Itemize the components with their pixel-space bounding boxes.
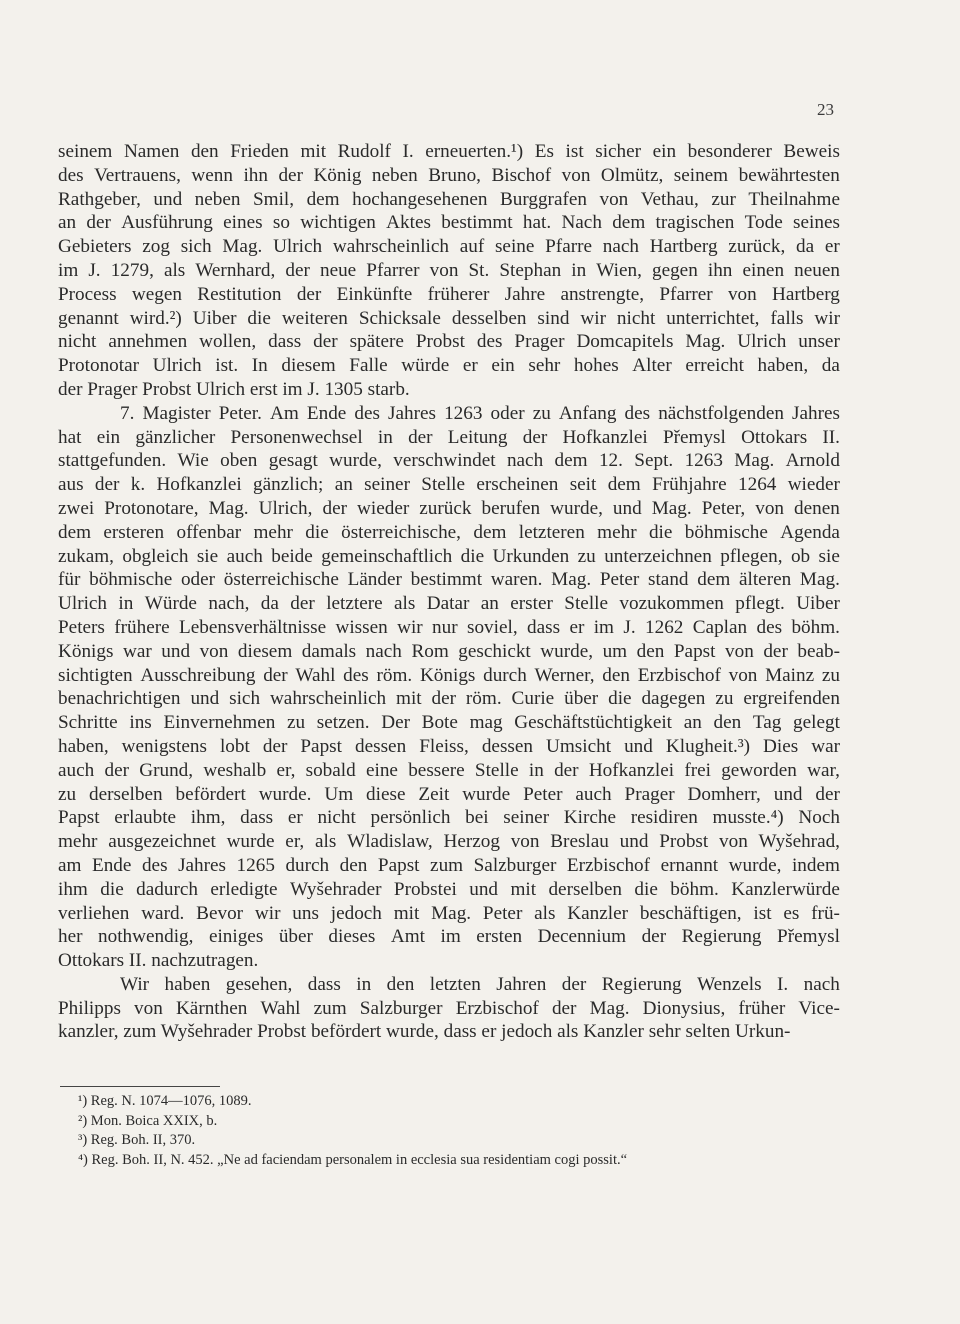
text-line: dem ersteren offenbar mehr die österreichische, dem letzteren mehr die böhmische Agenda: [58, 521, 840, 543]
footnotes: [78, 1092, 778, 1170]
text-line: sichtigten Ausschreibung der Wahl des röm. Königs durch Werner, den Erzbischof von Mainz zu: [58, 664, 840, 686]
text-line: an der Ausführung eines so wichtigen Aktes bestimmt hat. Nach dem tragischen Tode seines: [58, 212, 840, 234]
text-line: Königs war und von diesem damals nach Rom geschickt wurde, um den Papst von der beab-: [58, 640, 840, 662]
text-line: zukam, obgleich sie auch beide gemeinschaftlich die Urkunden zu unterzeichnen pflegen, ob sie: [58, 545, 840, 567]
footnote: ³) Reg. Boh. II, 370.: [78, 1132, 196, 1148]
text-line: mehr ausgezeichnet wurde er, als Wladislaw, Herzog von Breslau und Probst von Wyšehrad,: [58, 831, 840, 853]
text-line: seinem Namen den Frieden mit Rudolf I. erneuerten.¹) Es ist sicher ein besonderer Beweis: [58, 141, 840, 162]
text-line: 7. Magister Peter. Am Ende des Jahres 1263 oder zu Anfang des nächstfolgenden Jahres: [120, 402, 840, 424]
text-line: hat ein gänzlicher Personenwechsel in der Leitung der Hofkanzlei Přemysl Ottokars II.: [58, 426, 840, 448]
page-number: 23: [817, 100, 834, 119]
text-line: am Ende des Jahres 1265 durch den Papst zum Salzburger Erzbischof ernannt wurde, indem: [58, 854, 840, 876]
footnote: ¹) Reg. N. 1074—1076, 1089.: [78, 1093, 252, 1109]
body-text: [58, 140, 840, 1044]
text-line: Ottokars II. nachzutragen.: [58, 950, 259, 972]
text-line: Peters frühere Lebensverhältnisse wissen wir nur soviel, dass er im J. 1262 Caplan des böhm.: [58, 616, 840, 638]
text-line: Gebieters zog sich Mag. Ulrich wahrscheinlich auf seine Pfarre nach Hartberg zurück, da er: [58, 236, 840, 258]
text-line: genannt wird.²) Uiber die weiteren Schicksale desselben sind wir nicht unterrichtet, falls wir: [58, 307, 840, 329]
footnote: ²) Mon. Boica XXIX, b.: [78, 1112, 218, 1129]
text-line: stattgefunden. Wie oben gesagt wurde, verschwindet nach dem 12. Sept. 1263 Mag. Arnold: [58, 450, 840, 472]
text-line: Wir haben gesehen, dass in den letzten Jahren der Regierung Wenzels I. nach: [120, 973, 840, 995]
text-line: Ulrich in Würde nach, da der letztere als Datar an erster Stelle vozukommen pflegt. Uiber: [58, 593, 840, 615]
text-line: haben, wenigstens lobt der Papst dessen Fleiss, dessen Umsicht und Klugheit.³) Dies war: [58, 735, 840, 757]
text-line: benachrichtigen und sich wahrscheinlich mit der röm. Curie über die dagegen zu ergreifenden: [58, 688, 840, 710]
footnote-divider: [60, 1086, 220, 1087]
text-line: im J. 1279, als Wernhard, der neue Pfarrer von St. Stephan in Wien, gegen ihn einen neuen: [58, 259, 840, 281]
text-line: Protonotar Ulrich ist. In diesem Falle würde er ein sehr hohes Alter erreicht haben, da: [58, 355, 840, 377]
text-line: her nothwendig, einiges über dieses Amt im ersten Decennium der Regierung Přemysl: [58, 926, 840, 948]
text-line: kanzler, zum Wyšehrader Probst befördert wurde, dass er jedoch als Kanzler sehr selten Urkun-: [58, 1021, 791, 1043]
text-line: verliehen ward. Bevor wir uns jedoch mit Mag. Peter als Kanzler beschäftigen, ist es frü-: [58, 902, 840, 924]
text-line: ihm die dadurch erledigte Wyšehrader Probstei und mit derselben die böhm. Kanzlerwürde: [58, 878, 840, 900]
text-line: nicht annehmen wollen, dass der spätere Probst des Prager Domcapitels Mag. Ulrich unser: [58, 331, 840, 353]
footnote: ⁴) Reg. Boh. II, N. 452. „Ne ad faciendam personalem in ecclesia sua residentiam cogi possit.“: [78, 1151, 628, 1168]
text-line: zwei Protonotare, Mag. Ulrich, der wieder zurück berufen wurde, und Mag. Peter, von denen: [58, 497, 840, 519]
text-line: zu derselben befördert wurde. Um diese Zeit wurde Peter auch Prager Domherr, und der: [58, 783, 840, 805]
text-line: für böhmische oder österreichische Länder bestimmt waren. Mag. Peter stand dem älteren Mag.: [58, 569, 840, 591]
text-line: des Vertrauens, wenn ihn der König neben Bruno, Bischof von Olmütz, seinem bewährtesten: [58, 164, 840, 186]
text-line: Philipps von Kärnthen Wahl zum Salzburger Erzbischof der Mag. Dionysius, früher Vice-: [58, 997, 840, 1019]
text-line: aus der k. Hofkanzlei gänzlich; an seiner Stelle erscheinen seit dem Frühjahre 1264 wieder: [58, 474, 840, 496]
text-line: auch der Grund, weshalb er, sobald eine bessere Stelle in der Hofkanzlei frei geworden war,: [58, 759, 840, 781]
text-line: der Prager Probst Ulrich erst im J. 1305 starb.: [58, 378, 410, 400]
text-line: Papst erlaubte ihm, dass er nicht persönlich bei seiner Kirche residiren musste.⁴) Noch: [58, 807, 840, 829]
text-line: Rathgeber, und neben Smil, dem hochangesehenen Burggrafen von Vethau, zur Theilnahme: [58, 188, 840, 210]
text-line: Schritte ins Einvernehmen zu setzen. Der Bote mag Geschäftstüchtigkeit an den Tag gelegt: [58, 712, 840, 734]
text-line: Process wegen Restitution der Einkünfte früherer Jahre anstrengte, Pfarrer von Hartberg: [58, 283, 840, 305]
